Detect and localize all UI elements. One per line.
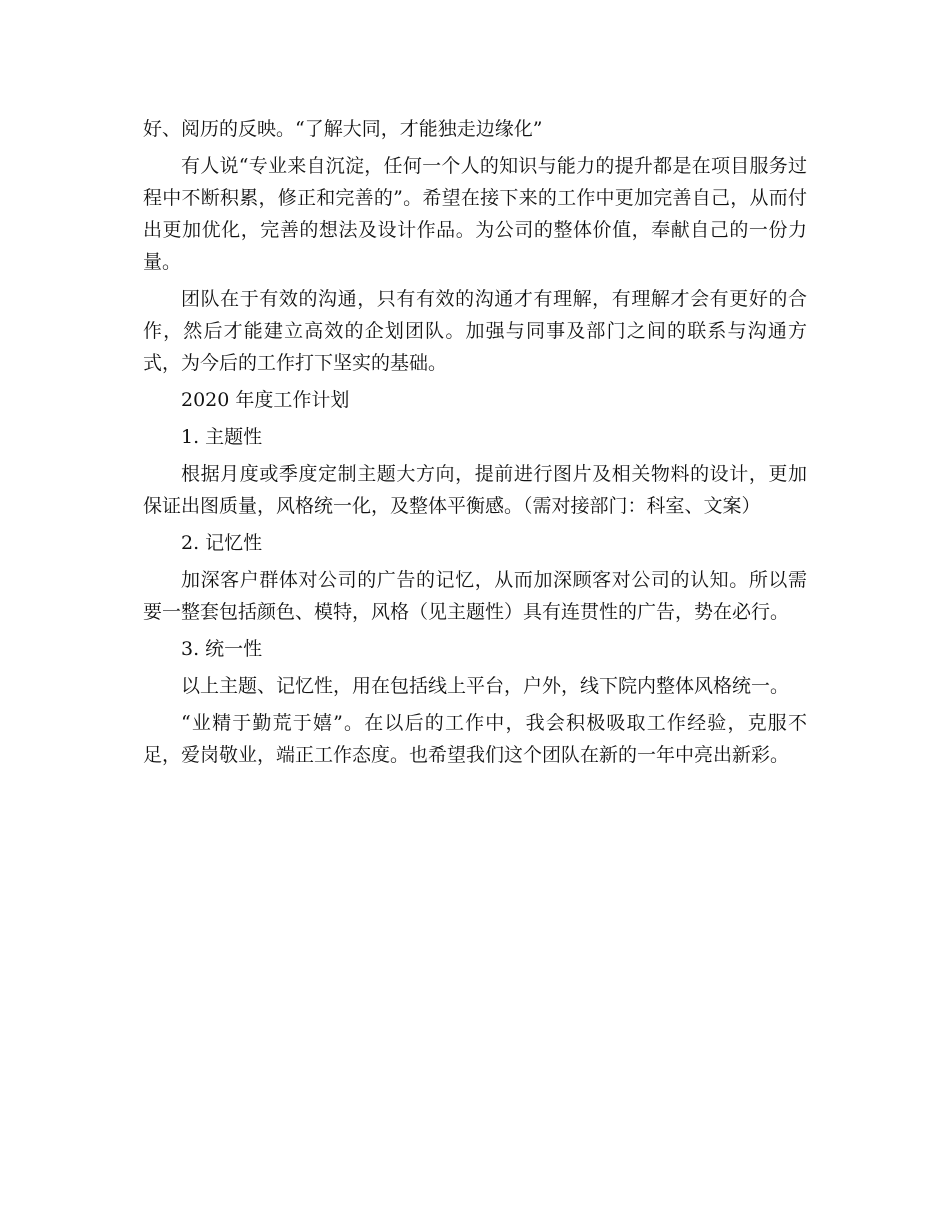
- subheading-theme: 1. 主题性: [181, 426, 263, 448]
- subheading-memorability: 2. 记忆性: [181, 532, 263, 554]
- paragraph-continuation: 好、阅历的反映。“了解大同，才能独走边缘化”: [143, 118, 543, 140]
- paragraph-theme: 根据月度或季度定制主题大方向，提前进行图片及相关物料的设计，更加保证出图质量，风格统一化，及整体平衡感。（需对接部门：科室、文案）: [143, 463, 807, 517]
- paragraph-uniformity: 以上主题、记忆性，用在包括线上平台，户外，线下院内整体风格统一。: [181, 675, 790, 697]
- section-heading-annual-plan: 2020 年度工作计划: [181, 389, 350, 411]
- subheading-uniformity: 3. 统一性: [181, 638, 263, 660]
- paragraph-team-communication: 团队在于有效的沟通，只有有效的沟通才有理解，有理解才会有更好的合作，然后才能建立高效的企划团队。加强与同事及部门之间的联系与沟通方式，为今后的工作打下坚实的基础。: [143, 288, 807, 374]
- paragraph-memorability: 加深客户群体对公司的广告的记忆，从而加深顾客对公司的认知。所以需要一整套包括颜色、模特，风格（见主题性）具有连贯性的广告，势在必行。: [143, 569, 807, 623]
- paragraph-professional-growth: 有人说“专业来自沉淀，任何一个人的知识与能力的提升都是在项目服务过程中不断积累，修正和完善的”。希望在接下来的工作中更加完善自己，从而付出更加优化，完善的想法及设计作品。为公司的整体价值，奉献自己的一份力量。: [143, 155, 807, 273]
- paragraph-closing: “业精于勤荒于嬉”。在以后的工作中，我会积极吸取工作经验，克服不足，爱岗敬业，端正工作态度。也希望我们这个团队在新的一年中亮出新彩。: [143, 712, 807, 766]
- document-body: [143, 113, 807, 776]
